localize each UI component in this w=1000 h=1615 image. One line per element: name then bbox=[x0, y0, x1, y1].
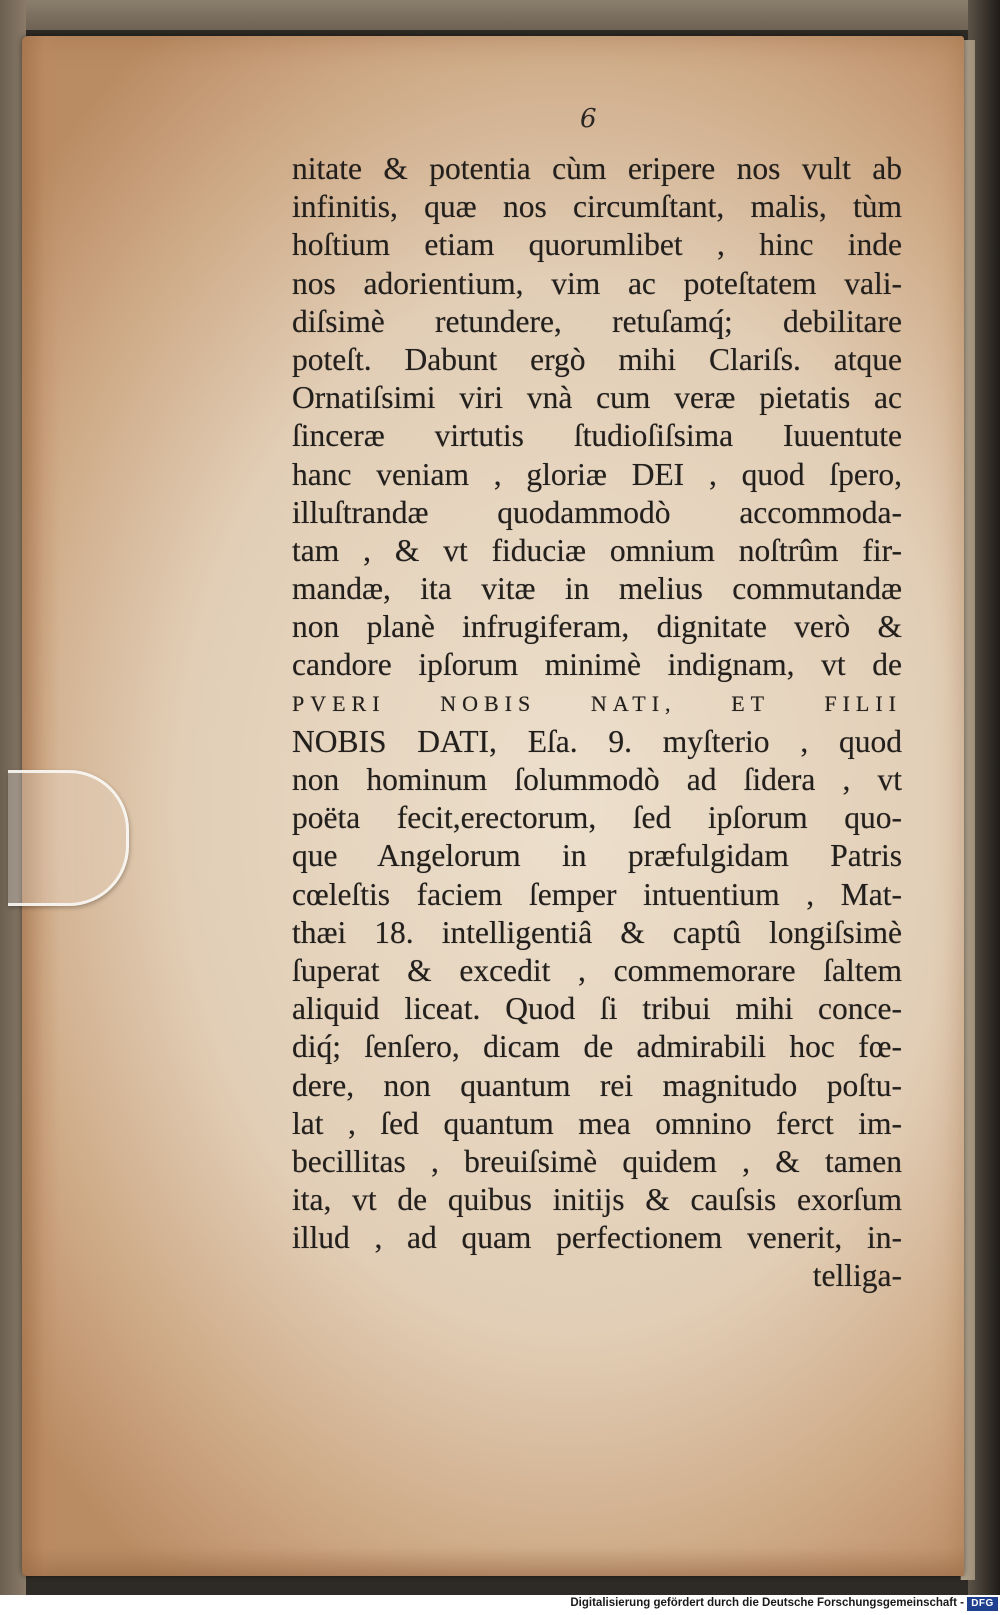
text-line: thæi 18. intelligentiâ & captû longiſsimè bbox=[292, 914, 902, 950]
text-line: diſsimè retundere, retuſamq́; debilitare bbox=[292, 303, 902, 339]
text-line: tam , & vt fiduciæ omnium noſtrûm fir- bbox=[292, 532, 902, 568]
text-line: NOBIS DATI, Eſa. 9. myſterio , quod bbox=[292, 723, 902, 759]
text-line: hoſtium etiam quorumlibet , hinc inde bbox=[292, 227, 902, 263]
text-line: poëta fecit,erectorum, ſed ipſorum quo- bbox=[292, 800, 902, 836]
funding-credit: Digitalisierung gefördert durch die Deutsche Forschungsgemeinschaft - bbox=[570, 1597, 964, 1609]
text-line: nitate & potentia cùm eripere nos vult ab bbox=[292, 151, 902, 186]
text-line: nos adorientium, vim ac poteſtatem vali- bbox=[292, 265, 902, 301]
text-line: becillitas , breuiſsimè quidem , & tamen bbox=[292, 1143, 902, 1179]
text-line: lat , ſed quantum mea omnino ferct im- bbox=[292, 1105, 902, 1141]
text-line-small-caps: PVERI NOBIS NATI, ET FILII bbox=[292, 690, 902, 716]
scan-background-top bbox=[0, 0, 1000, 30]
text-line: ſinceræ virtutis ſtudioſiſsima Iuuentute bbox=[292, 418, 902, 454]
text-line: non hominum ſolummodò ad ſidera , vt bbox=[292, 762, 902, 797]
page-bottom-edge bbox=[22, 1548, 964, 1576]
text-line: ſuperat & excedit , commemorare ſaltem bbox=[292, 952, 902, 988]
text-line: hanc veniam , gloriæ DEI , quod ſpero, bbox=[292, 456, 902, 492]
text-line: candore ipſorum minimè indignam, vt de bbox=[292, 647, 902, 683]
text-line: illuſtrandæ quodammodò accommoda- bbox=[292, 494, 902, 530]
text-line: diq́; ſenſero, dicam de admirabili hoc fœ- bbox=[292, 1029, 902, 1065]
text-line: ita, vt de quibus initijs & cauſsis exorſum bbox=[292, 1182, 902, 1218]
text-line: Ornatiſsimi viri vnà cum veræ pietatis ac bbox=[292, 380, 902, 416]
text-line: aliquid liceat. Quod ſi tribui mihi conce- bbox=[292, 991, 902, 1027]
text-line: illud , ad quam perfectionem venerit, in- bbox=[292, 1220, 902, 1256]
paper-clip-bookmark bbox=[8, 770, 129, 906]
text-line: cœleſtis faciem ſemper intuentium , Mat- bbox=[292, 876, 902, 912]
text-line: non planè infrugiferam, dignitate verò & bbox=[292, 609, 902, 645]
page-number: 6 bbox=[580, 104, 597, 134]
text-line: poteſt. Dabunt ergò mihi Clariſs. atque bbox=[292, 341, 902, 377]
catchword: telliga- bbox=[812, 1258, 902, 1294]
text-line: mandæ, ita vitæ in melius commutandæ bbox=[292, 571, 902, 607]
text-line: que Angelorum in præfulgidam Patris bbox=[292, 838, 902, 874]
page-text-block bbox=[292, 150, 902, 1296]
dfg-logo-icon: DFG bbox=[967, 1597, 998, 1611]
text-line: dere, non quantum rei magnitudo poſtu- bbox=[292, 1067, 902, 1103]
text-line: infinitis, quæ nos circumſtant, malis, tùm bbox=[292, 189, 902, 225]
